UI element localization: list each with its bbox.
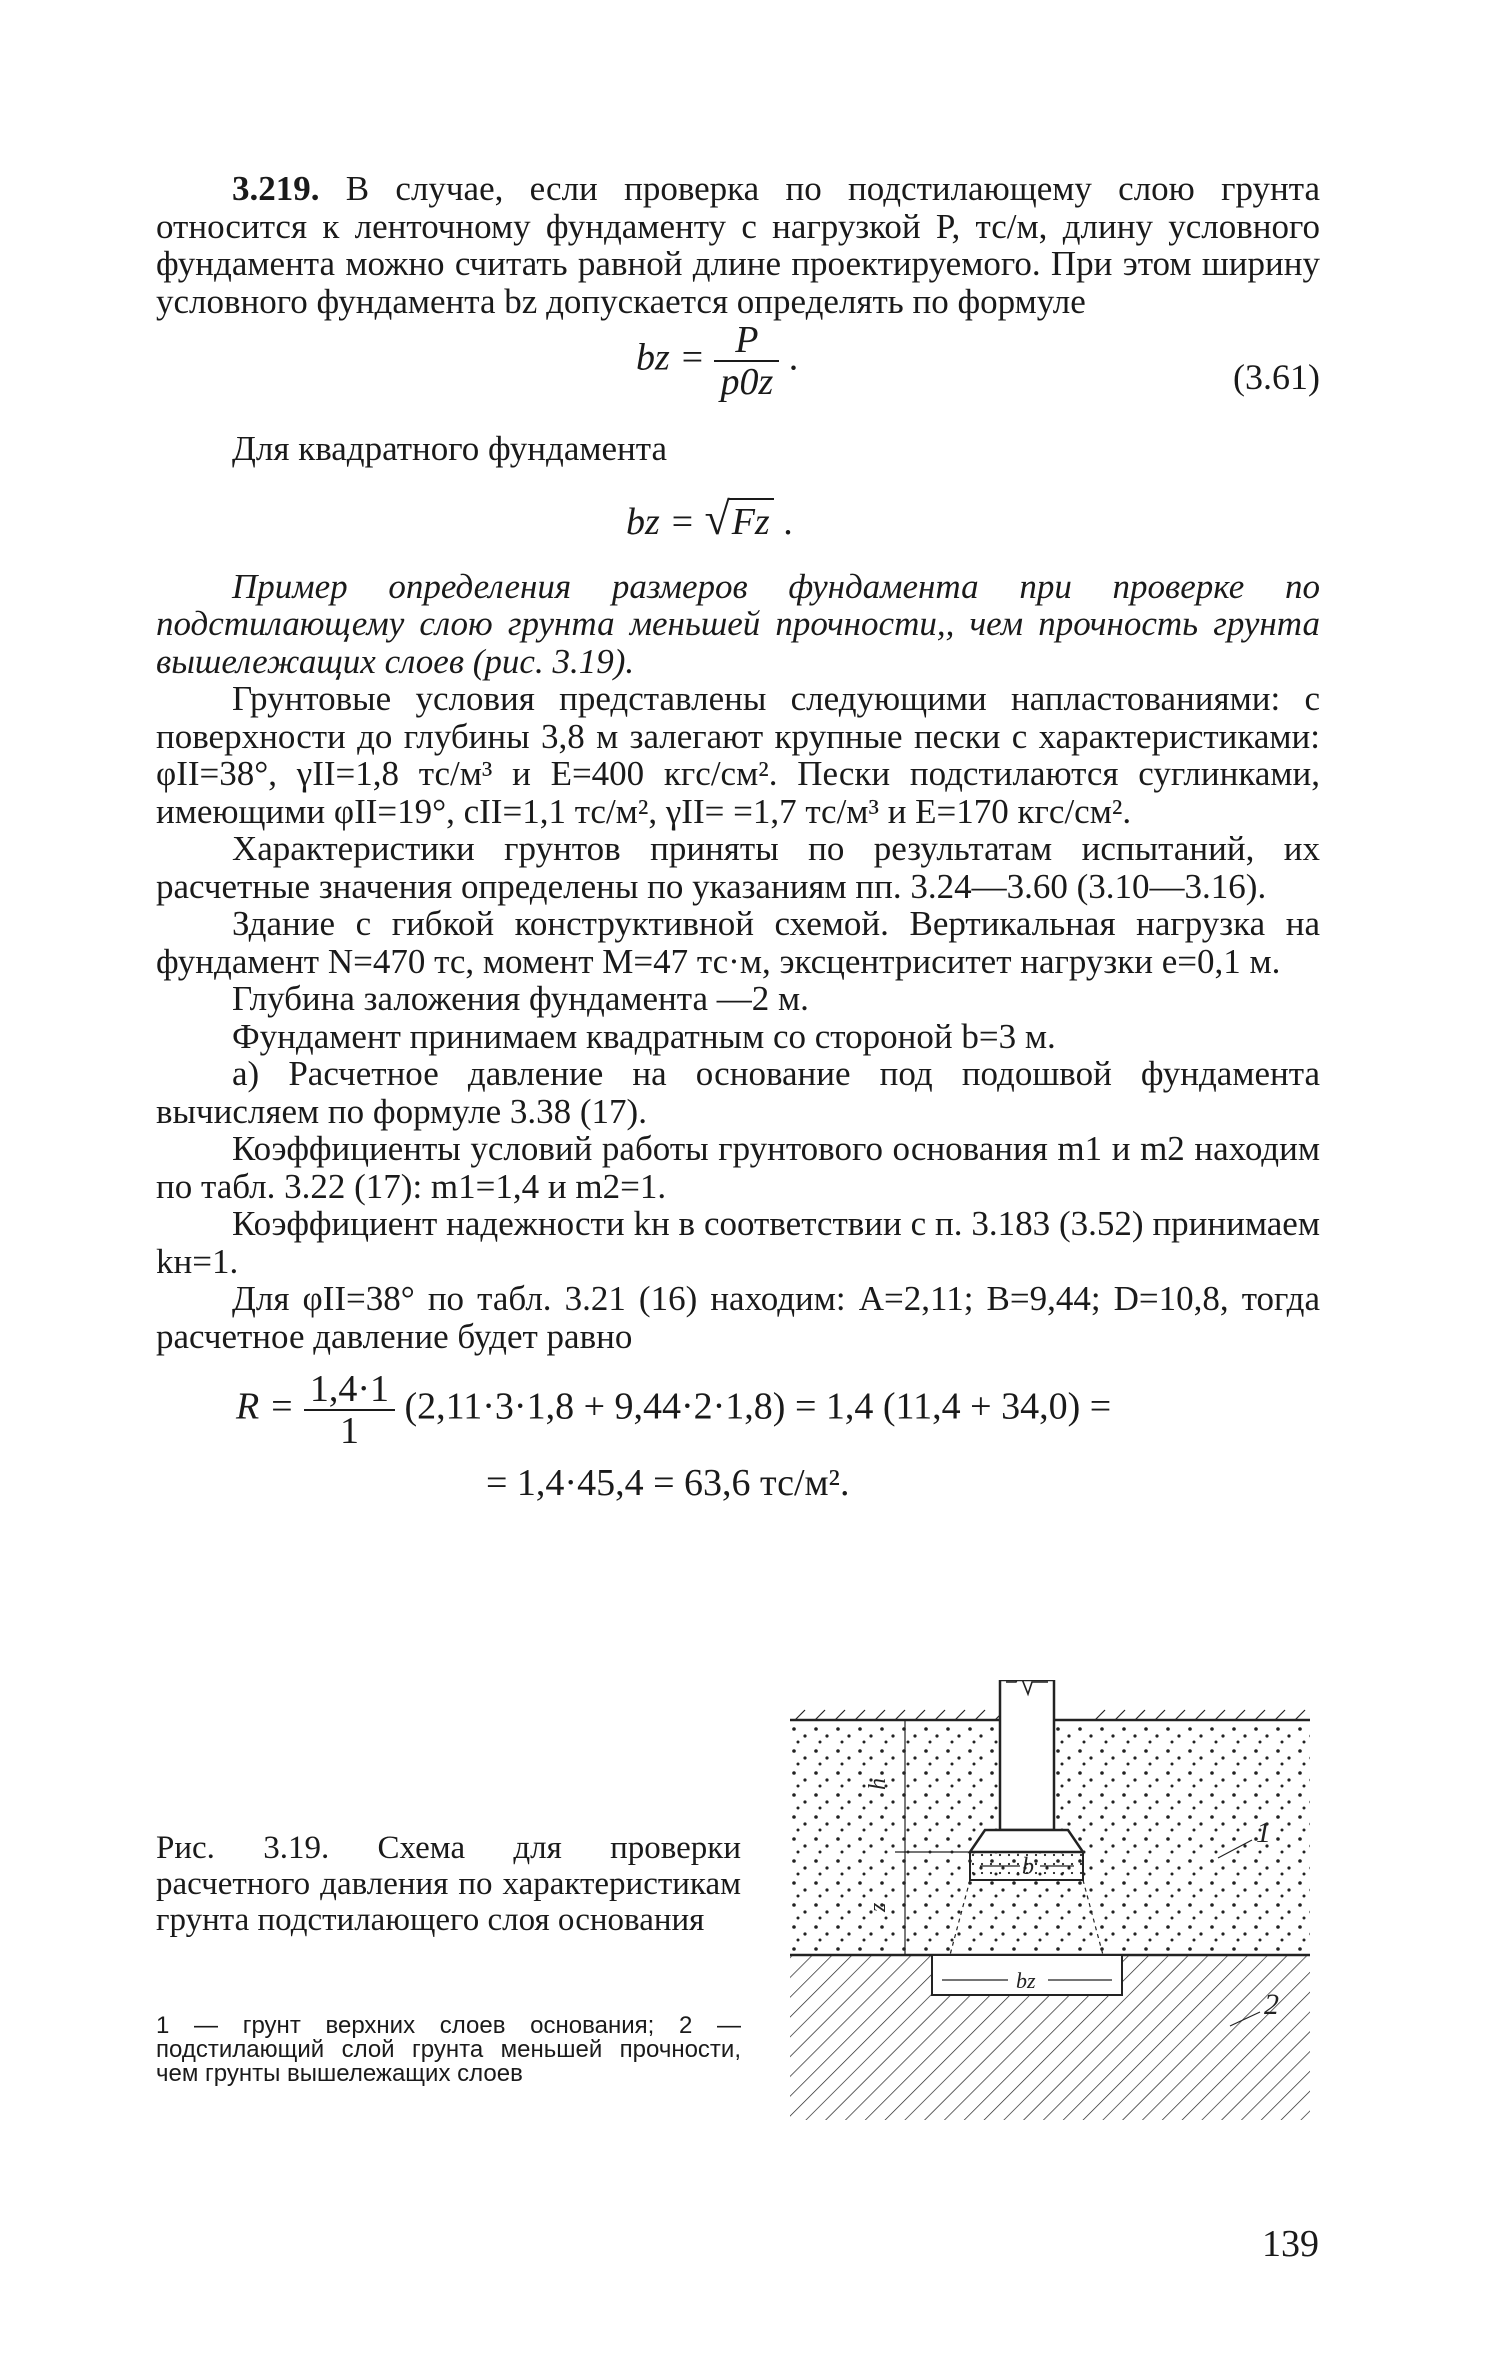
example-paragraph-7: Коэффициенты условий работы грунтового основания m1 и m2 находим по табл. 3.22 (17): m1=1,4 и m2=1. [156,1129,1320,1206]
section-3-219-paragraph [156,170,1320,320]
formula3-line2: = 1,4·45,4 = 63,6 тс/м². [486,1462,850,1504]
formula-3-61: bz = $\frac{P}{p0z}$ . (3.61) [636,319,1320,403]
page-body [156,170,1320,1515]
label-2: 2 [1264,1988,1279,2021]
example-paragraph-9: Для φII=38° по табл. 3.21 (16) находим: A=2,11; B=9,44; D=10,8, тогда расчетное давление будет равно [156,1279,1320,1356]
formula3-numerator: 1,4·1 [309,1368,390,1410]
formula3-lhs: R = [236,1385,295,1428]
example-paragraph-5: Фундамент принимаем квадратным со стороной b=3 м. [232,1016,1056,1056]
figure-caption: Рис. 3.19. Схема для проверки расчетного давления по характеристикам грунта подстилающего слоя основания [156,1830,741,1938]
column [1000,1680,1054,1830]
formula3-rest: (2,11·3·1,8 + 9,44·2·1,8) = 1,4 (11,4 + 34,0) = [404,1385,1112,1428]
example-title: Пример определения размеров фундамента при проверке по подстилающему слою грунта меньшей прочности,, чем прочность грунта вышележащих слоев (рис. 3.19). [156,566,1320,681]
label-bz: bz [1016,1968,1036,1993]
page-number: 139 [1262,2223,1319,2265]
formula1-numerator: P [735,319,759,361]
formula1-denominator: p0z [720,361,774,403]
equation-number: (3.61) [1233,357,1320,397]
example-paragraph-6: а) Расчетное давление на основание под подошвой фундамента вычисляем по формуле 3.38 (17). [156,1054,1320,1131]
example-paragraph-1: Грунтовые условия представлены следующими напластованиями: с поверхности до глубины 3,8 м залегают крупные пески с характеристиками: φII=38°, γII=1,8 тс/м³ и E=400 кгс/см². Пески подстилаются суглинками, имеющими φII=19°, cII=1,1 тс/м², γII= =1,7 тс/м³ и E=170 кгс/см². [156,679,1320,831]
section-intro-text: В случае, если проверка по подстилающему слою грунта относится к ленточному фундаменту с нагрузкой P, тс/м, длину условного фундамента можно считать равной длине проектируемого. При этом ширину условного фундамента bz допускается определять по формуле [156,169,1320,321]
figure-section [156,1690,1320,2110]
formula-R [156,1368,1320,1452]
example-paragraph-2: Характеристики грунтов приняты по результатам испытаний, их расчетные значения определены по указаниям пп. 3.24—3.60 (3.10—3.16). [156,829,1320,906]
formula1-lhs: bz = [636,336,705,379]
foundation-diagram [790,1680,1310,2125]
square-foundation-label: Для квадратного фундамента [232,429,668,468]
label-z: z [865,1902,891,1912]
figure-legend: 1 — грунт верхних слоев основания; 2 — подстилающий слой грунта меньшей прочности, чем грунты вышележащих слоев [156,2012,741,2087]
label-1: 1 [1256,1816,1271,1849]
formula1-fraction [714,320,779,402]
formula3-fraction [304,1369,395,1451]
label-h: h [865,1778,891,1790]
sqrt-sign: √ [704,492,730,544]
example-paragraph-4: Глубина заложения фундамента —2 м. [232,979,809,1018]
example-paragraph-3: Здание с гибкой конструктивной схемой. Вертикальная нагрузка на фундамент N=470 тс, момент M=47 тс·м, эксцентриситет нагрузки e=0,1 м. [156,904,1320,981]
label-b: b [1022,1854,1034,1880]
section-number: 3.219. [232,169,320,208]
formula2-lhs: bz = [626,500,695,543]
example-paragraph-8: Коэффициент надежности kн в соответствии с п. 3.183 (3.52) принимаем kн=1. [156,1204,1320,1281]
formula2-radicand: Fz [728,498,774,544]
footing-slope [970,1830,1083,1852]
formula3-denominator: 1 [339,1410,359,1452]
formula-sqrt: bz = √Fz . [626,492,793,544]
formula-R-line2 [156,1445,1320,1515]
